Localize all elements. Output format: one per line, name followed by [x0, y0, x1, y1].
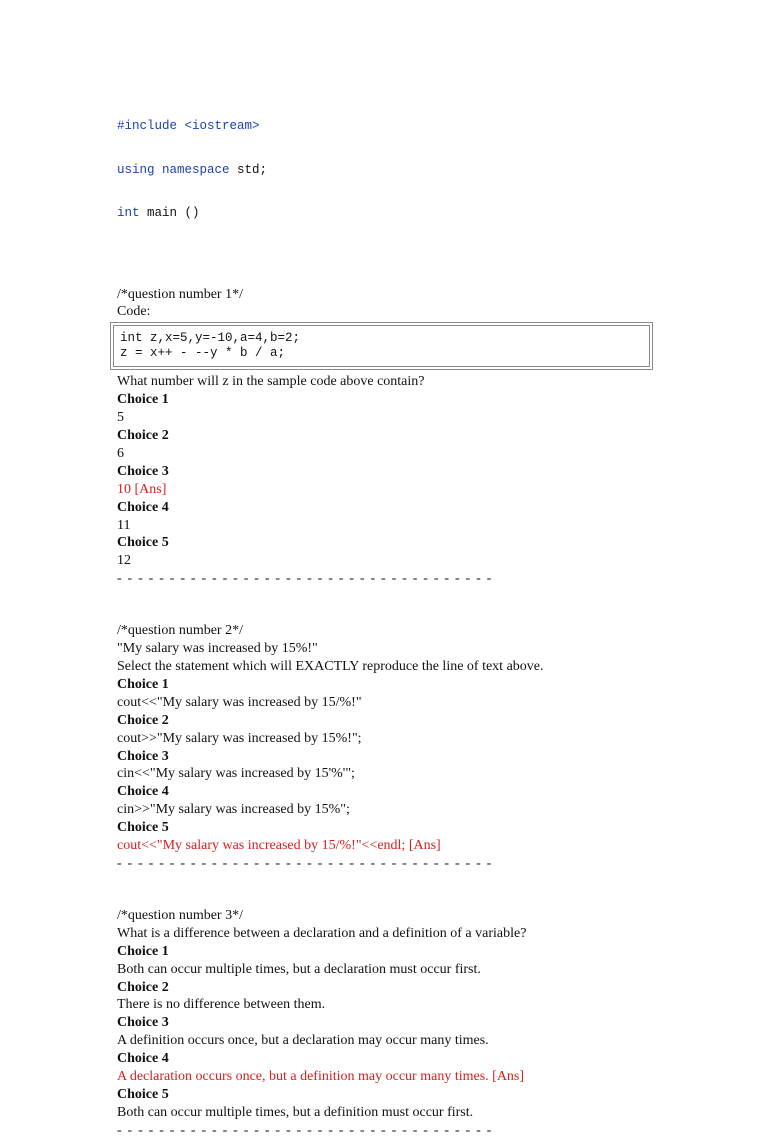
question-2-quote: "My salary was increased by 15%!" — [117, 641, 318, 657]
question-1-text: What number will z in the sample code above contain? — [117, 374, 425, 390]
q2-choice-1-label: Choice 1 — [117, 676, 169, 692]
q2-choice-3-text: cin<<"My salary was increased by 15'%'"; — [117, 766, 355, 782]
q2-choice-4-label: Choice 4 — [117, 784, 169, 800]
q3-choice-4-answer: A declaration occurs once, but a definition may occur many times. [Ans] — [117, 1069, 525, 1085]
question-2 — [117, 622, 677, 873]
main-line — [117, 206, 677, 221]
separator-2: - - - - - - - - - - - - - - - - - - - - - - - - - - - - - - - - - - - - — [117, 855, 493, 871]
q2-choice-5-answer: cout<<"My salary was increased by 15/%!"<<endl; [Ans] — [117, 838, 441, 854]
separator-1: - - - - - - - - - - - - - - - - - - - - - - - - - - - - - - - - - - - - — [117, 571, 493, 587]
code-header — [117, 90, 677, 250]
q2-choice-4-text: cin>>"My salary was increased by 15%"; — [117, 802, 350, 818]
q1-choice-2-label: Choice 2 — [117, 428, 169, 444]
q1-choice-3-answer: 10 [Ans] — [117, 481, 167, 497]
code-line-2: z = x++ - --y * b / a; — [120, 345, 286, 360]
question-1-title: /*question number 1*/ — [117, 286, 243, 302]
q3-choice-3-text: A definition occurs once, but a declaration may occur many times. — [117, 1033, 489, 1049]
code-block — [110, 322, 653, 370]
q2-choice-3-label: Choice 3 — [117, 748, 169, 764]
question-1 — [117, 286, 677, 589]
q3-choice-2-label: Choice 2 — [117, 979, 169, 995]
q3-choice-4-label: Choice 4 — [117, 1051, 169, 1067]
q2-choice-2-label: Choice 2 — [117, 712, 169, 728]
q1-choice-4-text: 11 — [117, 517, 131, 533]
q3-choice-3-label: Choice 3 — [117, 1015, 169, 1031]
q1-choice-5-text: 12 — [117, 553, 131, 569]
q1-choice-4-label: Choice 4 — [117, 499, 169, 515]
using-rest: std; — [229, 162, 268, 177]
question-3 — [117, 907, 677, 1140]
using-line — [117, 163, 677, 178]
q2-choice-1-text: cout<<"My salary was increased by 15/%!" — [117, 694, 362, 710]
q3-choice-5-label: Choice 5 — [117, 1086, 169, 1102]
include-line: #include <iostream> — [117, 119, 260, 133]
q1-choice-1-text: 5 — [117, 410, 124, 426]
q1-choice-3-label: Choice 3 — [117, 463, 169, 479]
question-3-title: /*question number 3*/ — [117, 907, 243, 923]
int-keyword: int — [117, 206, 140, 220]
q3-choice-1-label: Choice 1 — [117, 943, 169, 959]
q3-choice-2-text: There is no difference between them. — [117, 997, 326, 1013]
code-line-1: int z,x=5,y=-10,a=4,b=2; — [120, 331, 301, 346]
q1-choice-2-text: 6 — [117, 445, 124, 461]
question-2-text: Select the statement which will EXACTLY reproduce the line of text above. — [117, 659, 544, 674]
q3-choice-1-text: Both can occur multiple times, but a declaration must occur first. — [117, 961, 481, 977]
q1-choice-5-label: Choice 5 — [117, 535, 169, 551]
code-block-inner — [113, 325, 650, 367]
q2-choice-5-label: Choice 5 — [117, 820, 169, 836]
using-keyword: using namespace — [117, 162, 230, 177]
q2-choice-2-text: cout>>"My salary was increased by 15%!"; — [117, 730, 362, 746]
code-label: Code: — [117, 304, 151, 320]
question-3-text: What is a difference between a declaration and a definition of a variable? — [117, 925, 527, 941]
q3-choice-5-text: Both can occur multiple times, but a definition must occur first. — [117, 1104, 474, 1120]
main-rest: main () — [139, 206, 200, 220]
document-page — [117, 90, 677, 1140]
question-2-title: /*question number 2*/ — [117, 623, 243, 639]
q1-choice-1-label: Choice 1 — [117, 392, 169, 408]
separator-3: - - - - - - - - - - - - - - - - - - - - - - - - - - - - - - - - - - - - — [117, 1122, 493, 1138]
